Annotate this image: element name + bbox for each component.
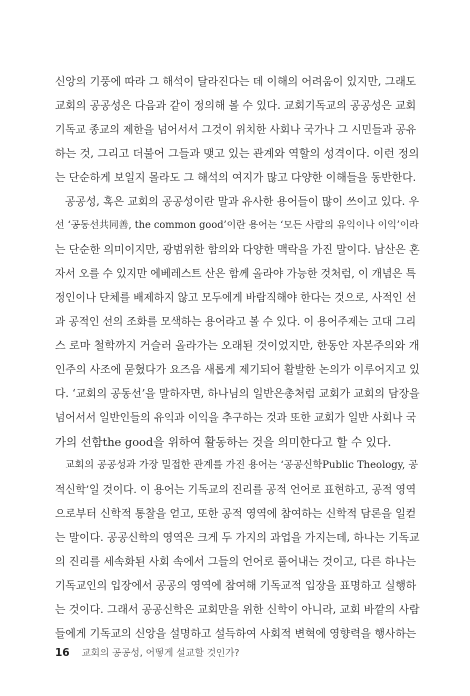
text-line: 가의 선함the good을 위하여 활동하는 것을 의미한다고 할 수 있다. [55,435,392,449]
text-line: 선 ‘공동선共同善, the common good’이란 용어는 ‘모든 사람의 유익이나 이익’이라 [55,220,419,231]
text-line: 교회의 공공성은 다음과 같이 정의해 볼 수 있다. 교회기독교의 공공성은 교회 [55,99,417,112]
page-footer [55,645,239,659]
text-line: 인주의 사조에 묻혔다가 요즈음 새롭게 제기되어 활발한 논의가 이루어지고 있 [55,363,420,376]
text-line: 신앙의 기풍에 따라 그 해석이 달라진다는 데 이해의 어려움이 있지만, 그래도 [55,75,417,88]
book-title: 교회의 공공성, 어떻게 설교할 것인가? [81,648,240,659]
text-line: 는 단순한 의미이지만, 광범위한 함의와 다양한 맥락을 가진 말이다. 남산은 혼 [55,243,420,256]
body-text [55,70,420,646]
text-line: 공공성, 혹은 교회의 공공성이란 말과 유사한 용어들이 많이 쓰이고 있다. 우 [65,195,420,208]
page-number: 16 [55,647,70,659]
text-line: 는 말이다. 공공신학의 영역은 크게 두 가지의 과업을 가지는데, 하나는 기독교 [55,531,420,544]
text-line: 넘어서서 일반인들의 유익과 이익을 추구하는 것과 또한 교회가 일반 사회나 국 [55,412,417,424]
text-line: 의 진리를 세속화된 사회 속에서 그들의 언어로 풀어내는 것이고, 다른 하나는 [55,555,417,568]
text-line: 적신학’일 것이다. 이 용어는 기독교의 진리를 공적 언어로 표현하고, 공적 영역 [55,484,417,496]
text-line: 과 공적인 선의 조화를 모색하는 용어라고 볼 수 있다. 이 용어주제는 고대 그리 [55,316,417,328]
text-line: 스 로마 철학까지 거슬러 올라가는 오래된 것이었지만, 한동안 자본주의와 개 [55,339,420,352]
text-line: 기독교인의 입장에서 공공의 영역에 참여해 기독교적 입장을 표명하고 실행하 [55,579,417,592]
text-line: 교회의 공공성과 가장 밀접한 관계를 가진 용어는 ‘공공신학Public Theology, 공 [65,460,419,471]
text-line: 기독교 종교의 제한을 넘어서서 그것이 위치한 사회나 국가나 그 시민들과 공유 [55,124,417,136]
text-line: 하는 것, 그리고 더불어 그들과 맺고 있는 관계와 역할의 성격이다. 이런 정의 [55,147,420,160]
text-line: 들에게 기독교의 신앙을 설명하고 설득하여 사회적 변혁에 영향력을 행사하는 [55,627,417,640]
text-line: 다. ‘교회의 공동선’을 말하자면, 하나님의 일반은총처럼 교회가 교회의 담장을 [55,387,420,400]
text-line: 으로부터 신학적 통찰을 얻고, 또한 공적 영역에 참여하는 신학적 담론을 일컫 [55,507,417,520]
text-line: 는 단순하게 보일지 몰라도 그 해석의 여지가 많고 다양한 이해들을 동반한다. [55,171,417,184]
text-line: 는 것이다. 그래서 공공신학은 교회만을 위한 신학이 아니라, 교회 바깥의 사람 [55,603,420,616]
text-line: 정인이나 단체를 배제하지 않고 모두에게 바람직해야 한다는 것으로, 사적인 선 [55,292,417,304]
text-line: 자서 오를 수 있지만 에베레스트 산은 함께 올라야 가능한 것처럼, 이 개념은 특 [55,268,417,280]
